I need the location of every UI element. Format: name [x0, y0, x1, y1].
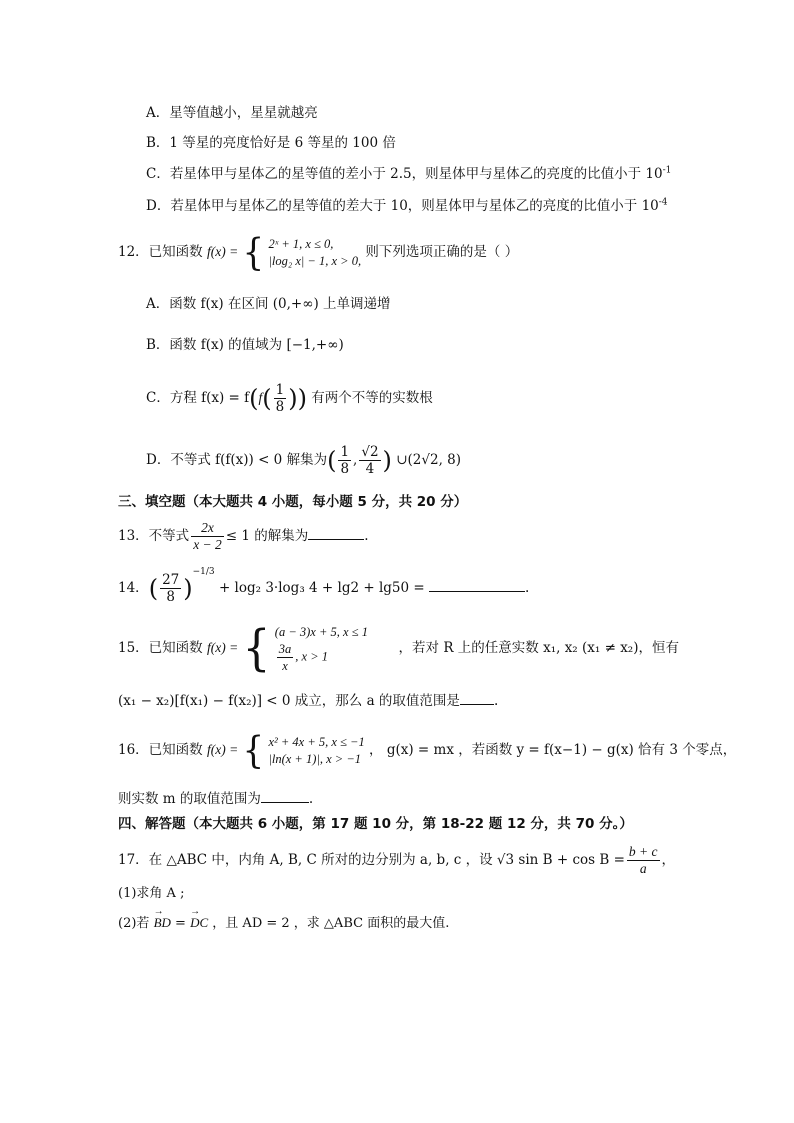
q12-stem-pre: 12．已知函数: [118, 244, 203, 260]
q16-pre: 16．已知函数: [118, 742, 203, 758]
q16-brace: {: [242, 728, 265, 773]
q17-stem: 17．在 △ABC 中，内角 A, B, C 所对的边分别为 a, b, c ，设 √3 sin B + cos B = $\frac{b + c}{a}$ ，: [118, 844, 675, 876]
q17-part1: (1)求角 A ;: [118, 886, 185, 901]
q11-option-d: [146, 196, 668, 216]
q11-option-c-text: C．若星体甲与星体乙的星等值的差小于 2.5，则星体甲与星体乙的亮度的比值小于 10: [146, 166, 663, 182]
q12-case2: |log₂ x| − 1, x > 0,: [268, 253, 362, 268]
q15-answer-blank[interactable]: [460, 690, 494, 705]
q17-vector-bd: → BD: [154, 913, 171, 933]
q15-post: ，若对 R 上的任意实数 x₁, x₂ (x₁ ≠ x₂)，恒有: [398, 640, 679, 656]
q11-option-d-exp: -4: [658, 197, 668, 208]
q15-case1: (a − 3)x + 5, x ≤ 1: [274, 624, 368, 639]
q15-fx: f(x) =: [206, 640, 239, 655]
q12-option-d: D．不等式 f(f(x)) < 0 解集为( $\frac{1}{8}$ , $\frac{√2}{4}$ ) ∪(2√2, 8): [146, 444, 462, 477]
q15-case2: $\frac{3a}{x}$ , x > 1: [278, 641, 329, 673]
q11-option-b: B．1 等星的亮度恰好是 6 等星的 100 倍: [146, 135, 396, 151]
q17-part2-post: ，且 AD = 2 ，求 △ABC 面积的最大值.: [212, 916, 450, 931]
q17-part2-pre: (2)若: [118, 916, 150, 931]
q13-pre: 13．不等式: [118, 528, 190, 544]
q16-case2: |ln(x + 1)|, x > −1: [268, 751, 362, 766]
q15-brace: {: [242, 619, 271, 676]
q12-stem-post: 则下列选项正确的是（ ）: [365, 244, 519, 260]
q15-cases: [275, 624, 368, 674]
q11-option-a: A．星等值越小，星星就越亮: [146, 105, 318, 121]
q12-cases: [268, 236, 361, 270]
q12-brace: {: [242, 230, 265, 275]
q14: 14．( $\frac{27}{8}$ )$^{-1/3}$ + log₂ 3·log₃ 4 + lg2 + lg50 = .: [118, 567, 530, 605]
q17-fraction: $\frac{b + c}{a}$: [628, 844, 658, 876]
q12-fx: f(x) =: [206, 244, 239, 259]
q15-line2: (x₁ − x₂)[f(x₁) − f(x₂)] < 0 成立，那么 a 的取值范围是 .: [118, 690, 498, 711]
q12-option-c-post: 有两个不等的实数根: [311, 390, 433, 406]
q15-pre: 15．已知函数: [118, 640, 203, 656]
q14-post: + log₂ 3·log₃ 4 + lg2 + lg50 =: [218, 580, 425, 596]
q14-answer-blank[interactable]: [429, 577, 525, 592]
q16-case1: x² + 4x + 5, x ≤ −1: [268, 734, 365, 749]
section4-heading: 四、解答题（本大题共 6 小题，第 17 题 10 分，第 18-22 题 12 分，共 70 分。）: [118, 816, 633, 832]
q17-vector-dc: → DC: [190, 913, 208, 933]
q12-stem: [118, 230, 519, 275]
q13-answer-blank[interactable]: [308, 525, 364, 540]
q15-condition: (x₁ − x₂)[f(x₁) − f(x₂)] < 0 成立，那么 a 的取值范围是: [118, 693, 460, 709]
q13-post: ≤ 1 的解集为: [225, 528, 309, 544]
section3-heading: 三、填空题（本大题共 4 小题，每小题 5 分，共 20 分）: [118, 494, 468, 510]
q11-option-c: [146, 164, 671, 184]
q17-part2: (2)若 → BD = → DC ，且 AD = 2 ，求 △ABC 面积的最大值.: [118, 913, 449, 934]
q12-option-d-pre: D．不等式 f(f(x)) < 0 解集为: [146, 452, 328, 468]
q12-frac-1-8: $\frac{1}{8}$: [275, 382, 285, 415]
q14-exp: −1/3: [192, 567, 215, 577]
q15: [118, 619, 679, 676]
q11-option-c-exp: -1: [662, 165, 672, 176]
q12-option-c-pre: C．方程 f(x) = f: [146, 390, 250, 406]
q17-stem-text: 17．在 △ABC 中，内角 A, B, C 所对的边分别为 a, b, c ，设 √3 sin B + cos B =: [118, 852, 625, 868]
q16-ask: 则实数 m 的取值范围为: [118, 791, 261, 807]
q13-fraction: $\frac{2x}{x - 2}$: [193, 520, 222, 552]
q13: 13．不等式 $\frac{2x}{x - 2}$ ≤ 1 的解集为 .: [118, 520, 369, 552]
q12-case1: 2ˣ + 1, x ≤ 0,: [268, 236, 334, 251]
q11-option-d-text: D．若星体甲与星体乙的星等值的差大于 10，则星体甲与星体乙的亮度的比值小于 10: [146, 198, 659, 214]
q12-option-d-post: ∪(2√2, 8): [396, 452, 462, 468]
q14-pre: 14．: [118, 580, 149, 596]
q16-fx: f(x) =: [206, 742, 239, 757]
q16-post: ， g(x) = mx ，若函数 y = f(x−1) − g(x) 恰有 3 个零点，: [369, 742, 737, 758]
q16: [118, 728, 737, 773]
q16-answer-blank[interactable]: [261, 788, 309, 803]
q12-option-a: A．函数 f(x) 在区间 (0,+∞) 上单调递增: [146, 296, 391, 312]
q12-option-b: B．函数 f(x) 的值域为 [−1,+∞): [146, 337, 344, 353]
q12-option-c: C．方程 f(x) = f(f( $\frac{1}{8}$ )) 有两个不等的实数根: [146, 382, 433, 415]
q16-cases: [268, 734, 364, 768]
q16-line2: 则实数 m 的取值范围为 .: [118, 788, 313, 809]
